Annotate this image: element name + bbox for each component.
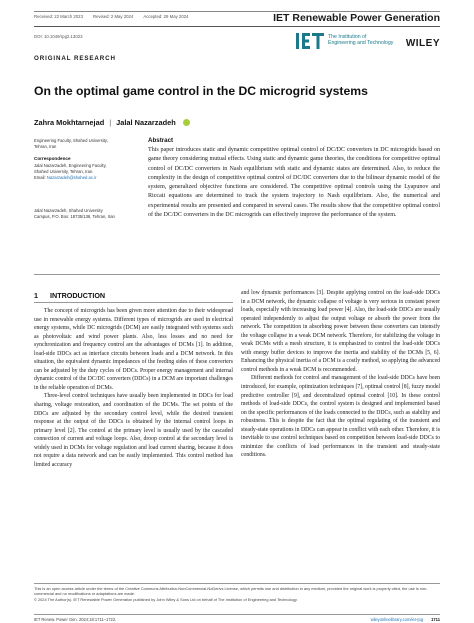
abstract-divider <box>34 274 440 275</box>
copyright-text: © 2024 The Author(s). IET Renewable Power Generation published by John Wiley & Sons Ltd on behalf of The Institution of Engineering and Technology. <box>34 596 298 602</box>
author-list <box>34 118 190 127</box>
license-text: This is an open access article under the terms of the Creative Commons Attribution-NonCommercial-NoDerivs License, which permits use and distribution in any medium, provided the original work is properly cited, the use is non-commercial and no modifications or adaptations are made. <box>34 586 428 597</box>
right-column <box>241 289 440 460</box>
paragraph: Different methods for control and management of the load-side DDCs have been introduced, for example, optimization techniques [7], optimal control [8], fuzzy model predictive controller [9], and decentralized optimal control [10]. In these control methods of load-side DDCs, the control system is designed and implemented based on the specific performances of the loads connected to the DDCs, such as stability and robustness. This is despite the fact that the optimal regulating of the transient and steady-state operations in DDCs can appear in conflict with each other. Therefore, it is inevitable to use control techniques based on competition between load-side DDCs to minimize the conflicts of load performances in the transient and steady-state conditions. <box>241 375 440 459</box>
orcid-icon[interactable] <box>183 119 190 126</box>
affiliation: Engineering Faculty, Shahed University, Tehran, Iran <box>34 138 108 150</box>
article-title: On the optimal game control in the DC microgrid systems <box>34 84 368 98</box>
footer-rule <box>34 583 440 584</box>
author-name[interactable]: Zahra Mokhtarnejad <box>34 118 105 127</box>
publisher-logo: WILEY <box>405 38 440 49</box>
section-title: INTRODUCTION <box>50 291 106 300</box>
journal-name: IET Renewable Power Generation <box>273 12 440 24</box>
page-footer <box>34 614 440 622</box>
abstract-heading: Abstract <box>148 137 174 144</box>
doi[interactable]: DOI: 10.1049/rpg2.13023 <box>34 34 83 39</box>
correspondence-text: Jalal Nazarzadeh, Engineering Faculty, Shahed University, Tehran, Iran. <box>34 162 107 174</box>
iet-logo-icon <box>296 33 324 49</box>
citation: IET Renew. Power Gen. 2024;18:1711–1722. <box>34 617 117 622</box>
section-number: 1 <box>34 291 38 300</box>
revised-date: Revised: 2 May 2024 <box>92 14 134 19</box>
paragraph: The concept of microgrids has been given more attention due to their widespread use in renewable energy systems. Different types of microgrids are used in electrical energy systems, while DC microgrids (DCM) are easily integrated with systems such as photovoltaic and wind power plants. Also, less losses and no need for synchronization and frequency control are the advantages of DCMs [1]. In addition, load-side DDCs act as interface circuits between loads and a DCM network. In this situation, the equivalent dynamic impedances of the feeding sides of these converters can be adjusted by the duty cycles of DDCs. Proper energy management and internal dynamic control of the DC/DC converters (DDCs) in a DCM are important challenges in the reliable operation of DCMs. <box>34 308 233 391</box>
paragraph: and low dynamic performances [3]. Despite applying control on the load-side DDCs in a DCM network, the dynamic collapse of voltage is very serious in constant power loads, especially with increasing load power [4]. Also, the load-side DDCs are usually operated independently to adjust the output voltage or absorb the power from the network. The competition in absorbing power between these converters can intensify the voltage collapse in a weak DCM network. Therefore, for stabilizing the voltage in weak DCMs with a mesh structure, it is emphasized to control the load-side DDCs with energy buffer devices to improve the inertia and stability of the DCMs [5, 6]. Enhancing the physical inertia of a DCM is a costly method, so applying the advanced control methods in a weak DCM is recommended. <box>241 290 440 373</box>
author-separator: | <box>109 118 112 127</box>
accepted-date: Accepted: 29 May 2024 <box>143 14 189 19</box>
article-category: ORIGINAL RESEARCH <box>34 55 116 62</box>
author-name[interactable]: Jalal Nazarzadeh <box>116 118 176 127</box>
iet-name: The Institution of Engineering and Technology <box>328 34 394 46</box>
paragraph: Three-level control techniques have usually been implemented in DDCs for load sharing, voltage restoration, and coordination of the DCMs. The set points of the DDCs are adjusted by the secondary control level, while the desired transient response at the output of the DDCs is obtained by the internal control loops in primary level [2]. The control at the primary level is usually used by the cascaded connection of current and voltage loops. Also, droop control at the secondary level is widely used in DCMs for voltage regulation and load current sharing, because it does not require a data network and can be easily implemented. This control method has limited accuracy <box>34 393 233 468</box>
section-heading <box>34 291 105 300</box>
email-label: Email: <box>34 174 47 180</box>
email-link[interactable]: Nazarzadeh@shahed.ac.ir <box>46 174 97 180</box>
received-date: Received: 22 March 2023 <box>34 14 83 19</box>
article-dates <box>34 14 189 19</box>
journal-url[interactable]: wileyonlinelibrary.com/iet-rpg <box>370 617 424 622</box>
correspondence <box>34 156 120 181</box>
header-rule <box>34 26 440 27</box>
section-rule <box>34 302 233 303</box>
license-notice <box>34 586 440 602</box>
left-column <box>34 307 233 469</box>
address: Jalal Nazarzadeh, Shahed University Campus, P.O. Box: 18735/136, Tehran, Iran <box>34 208 115 220</box>
iet-logo <box>296 33 393 49</box>
correspondence-heading: Correspondence <box>34 156 71 161</box>
abstract-body: This paper introduces static and dynamic competitive optimal control of DC/DC converters in DC microgrids based on game theory considering mutual effects. Using static and dynamic game theories, the conditions for competitive optimal control of DC/DC converters in Nash equilibrium with static and dynamic states are determined. Also, to reduce the complexity in the design of competitive optimal control of DC/DC converters due to the bilinear dynamic model of the system, generalized objective functions are considered. The competitive optimal controls using the Lyapunov and Riccati equations are determined to track the system trajectory to Nash equilibrium. Also, the numerical and experimental results are presented and compared in several cases. The results show that the competitive optimal control of the DC/DC converters in the DC microgrids can effectively improve the performance of the system. <box>148 147 440 218</box>
page-number: 1711 <box>431 617 440 622</box>
